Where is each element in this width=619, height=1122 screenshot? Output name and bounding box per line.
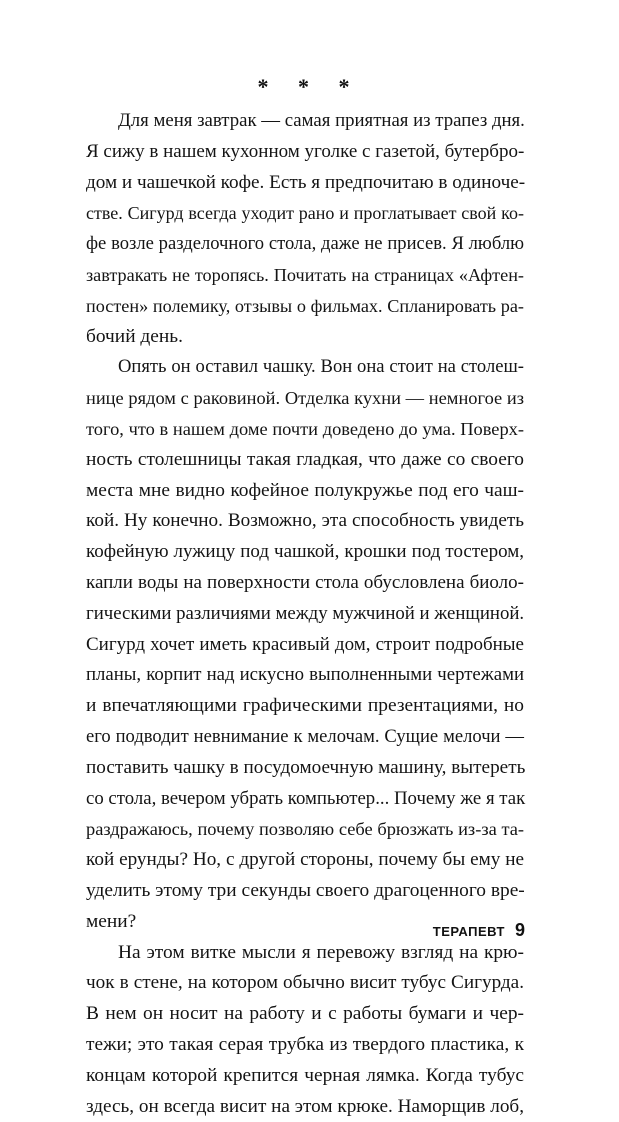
text-line: В нем он носит на работу и с работы бумаги и чер-: [86, 999, 524, 1030]
text-line: того, что в нашем доме почти доведено до ума. Поверх-: [86, 414, 524, 445]
page-number: 9: [515, 920, 525, 941]
text-line: кой ерунды? Но, с другой стороны, почему бы ему не: [86, 845, 524, 876]
text-line: чок в стене, на котором обычно висит тубус Сигурда.: [86, 968, 524, 999]
text-line: и впечатляющими графическими презентациями, но: [86, 691, 524, 722]
text-line: тежи; это такая серая трубка из твердого пластика, к: [86, 1030, 524, 1061]
text-line: уделить этому три секунды своего драгоценного вре-: [86, 876, 524, 907]
text-line: со стола, вечером убрать компьютер... Почему же я так: [86, 784, 524, 815]
text-line: стве. Сигурд всегда уходит рано и проглатывает свой ко-: [86, 198, 524, 229]
text-line: раздражаюсь, почему позволяю себе брюзжать из-за та-: [86, 814, 524, 845]
text-line: нице рядом с раковиной. Отделка кухни — немногое из: [86, 383, 524, 414]
text-line: ность столешницы такая гладкая, что даже со своего: [86, 445, 524, 476]
text-line: капли воды на поверхности стола обусловлена биоло-: [86, 568, 524, 599]
text-line: Сигурд хочет иметь красивый дом, строит подробные: [86, 630, 524, 661]
text-line: кой. Ну конечно. Возможно, эта способность увидеть: [86, 506, 524, 537]
body-text: [86, 106, 524, 1122]
text-line: дом и чашечкой кофе. Есть я предпочитаю в одиноче-: [86, 168, 524, 199]
text-line: мени?: [86, 907, 524, 938]
text-line: Для меня завтрак — самая приятная из трапез дня.: [86, 106, 524, 137]
text-line: завтракать не торопясь. Почитать на страницах «Афтен-: [86, 260, 524, 291]
text-line: На этом витке мысли я перевожу взгляд на крю-: [86, 938, 524, 969]
text-line: бочий день.: [86, 322, 524, 353]
text-line: кофейную лужицу под чашкой, крошки под тостером,: [86, 537, 524, 568]
text-line: Я сижу в нашем кухонном уголке с газетой, бутербро-: [86, 137, 524, 168]
text-line: поставить чашку в посудомоечную машину, вытереть: [86, 753, 524, 784]
text-line: гическими различиями между мужчиной и женщиной.: [86, 599, 524, 630]
text-line: концам которой крепится черная лямка. Когда тубус: [86, 1061, 524, 1092]
text-line: постен» полемику, отзывы о фильмах. Спланировать ра-: [86, 291, 524, 322]
text-line: планы, корпит над искусно выполненными чертежами: [86, 660, 524, 691]
text-line: места мне видно кофейное полукружье под его чаш-: [86, 476, 524, 507]
text-line: его подводит невнимание к мелочам. Сущие мелочи —: [86, 722, 524, 753]
section-separator: * * *: [0, 74, 619, 100]
running-title: ТЕРАПЕВТ: [433, 924, 505, 939]
page-footer: [433, 920, 525, 941]
text-line: фе возле разделочного стола, даже не присев. Я люблю: [86, 229, 524, 260]
text-line: Опять он оставил чашку. Вон она стоит на столеш-: [86, 352, 524, 383]
text-line: здесь, он всегда висит на этом крюке. Наморщив лоб,: [86, 1092, 524, 1122]
